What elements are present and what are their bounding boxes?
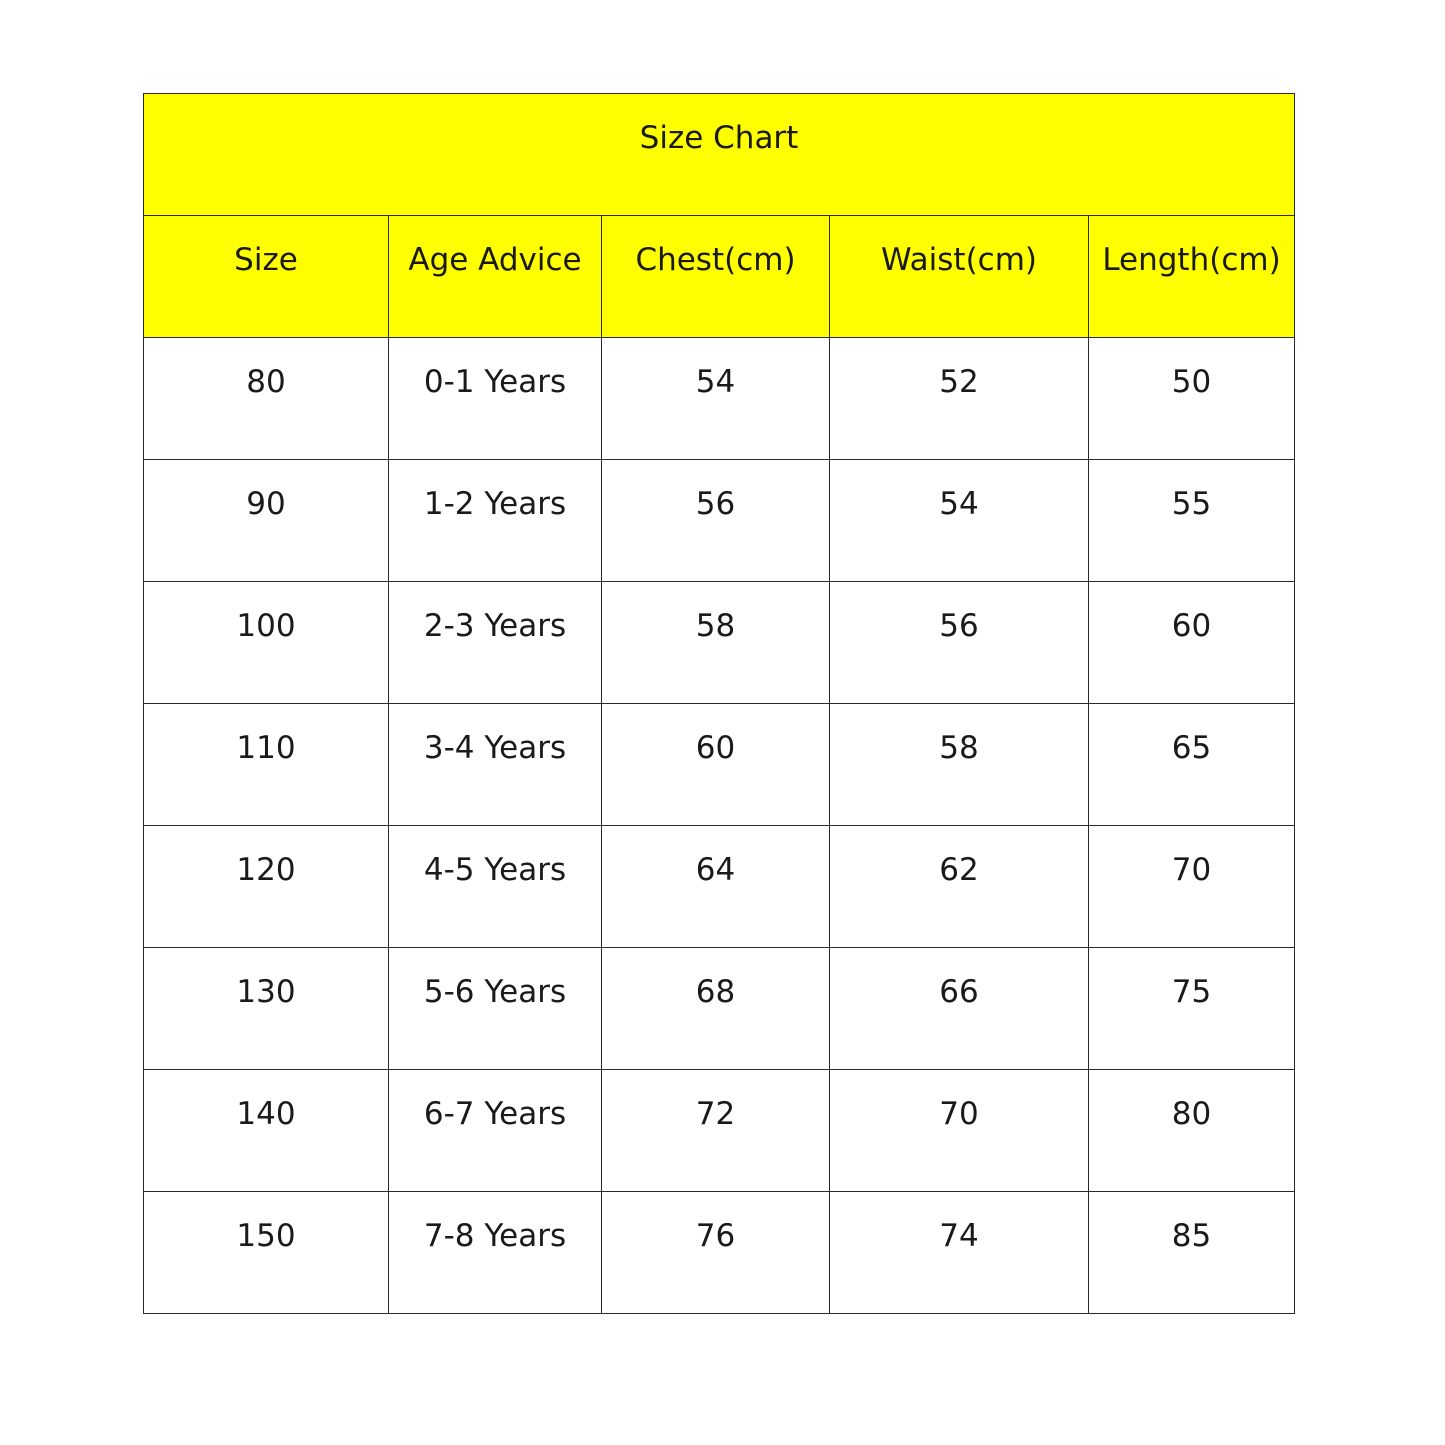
chest-cell — [602, 704, 830, 826]
length-cell — [1089, 1070, 1295, 1192]
cell-value: 56 — [939, 608, 979, 644]
chest-cell — [602, 1192, 830, 1314]
cell-value: 66 — [939, 974, 979, 1010]
length-cell — [1089, 948, 1295, 1070]
length-cell — [1089, 826, 1295, 948]
cell-value: 55 — [1171, 486, 1212, 522]
table-row — [144, 1070, 1295, 1192]
age-cell — [389, 1070, 602, 1192]
size-cell — [144, 704, 389, 826]
table-row — [144, 582, 1295, 704]
table-row — [144, 948, 1295, 1070]
chest-cell — [602, 582, 830, 704]
cell-value: 65 — [1171, 730, 1212, 766]
age-cell — [389, 460, 602, 582]
length-cell — [1089, 460, 1295, 582]
age-cell — [389, 826, 602, 948]
waist-cell — [830, 1192, 1089, 1314]
size-cell — [144, 948, 389, 1070]
waist-cell — [830, 704, 1089, 826]
cell-value: 85 — [1171, 1218, 1212, 1254]
column-header-length — [1089, 216, 1295, 338]
cell-value: 3-4 Years — [423, 730, 567, 766]
cell-value: 130 — [236, 974, 296, 1010]
column-header-chest — [602, 216, 830, 338]
size-chart-table — [143, 93, 1295, 1314]
length-cell — [1089, 704, 1295, 826]
size-cell — [144, 460, 389, 582]
table-row — [144, 826, 1295, 948]
age-cell — [389, 704, 602, 826]
cell-value: 0-1 Years — [423, 364, 567, 400]
cell-value: 54 — [695, 364, 736, 400]
cell-value: 74 — [939, 1218, 979, 1254]
size-cell — [144, 1070, 389, 1192]
cell-value: 52 — [939, 364, 979, 400]
length-cell — [1089, 338, 1295, 460]
waist-cell — [830, 338, 1089, 460]
title-row — [144, 94, 1295, 216]
table-title — [144, 94, 1295, 216]
waist-cell — [830, 1070, 1089, 1192]
cell-value: 6-7 Years — [423, 1096, 567, 1132]
chest-cell — [602, 460, 830, 582]
waist-cell — [830, 948, 1089, 1070]
cell-value: 72 — [695, 1096, 736, 1132]
size-cell — [144, 826, 389, 948]
cell-value: 70 — [939, 1096, 979, 1132]
age-cell — [389, 582, 602, 704]
table-row — [144, 460, 1295, 582]
table-row — [144, 1192, 1295, 1314]
age-cell — [389, 338, 602, 460]
chest-cell — [602, 948, 830, 1070]
cell-value: 120 — [236, 852, 296, 888]
header-row — [144, 216, 1295, 338]
waist-cell — [830, 826, 1089, 948]
chest-cell — [602, 1070, 830, 1192]
cell-value: 70 — [1171, 852, 1212, 888]
column-header-waist — [830, 216, 1089, 338]
column-header-label: Age Advice — [408, 242, 582, 278]
cell-value: 90 — [246, 486, 286, 522]
cell-value: 68 — [695, 974, 736, 1010]
cell-value: 75 — [1171, 974, 1212, 1010]
cell-value: 58 — [695, 608, 736, 644]
cell-value: 60 — [1171, 608, 1212, 644]
cell-value: 4-5 Years — [423, 852, 567, 888]
cell-value: 56 — [695, 486, 736, 522]
cell-value: 58 — [939, 730, 979, 766]
table-row — [144, 704, 1295, 826]
chest-cell — [602, 338, 830, 460]
length-cell — [1089, 582, 1295, 704]
cell-value: 140 — [236, 1096, 296, 1132]
age-cell — [389, 948, 602, 1070]
cell-value: 80 — [1171, 1096, 1212, 1132]
size-cell — [144, 1192, 389, 1314]
table-title-text: Size Chart — [639, 120, 799, 156]
waist-cell — [830, 460, 1089, 582]
cell-value: 2-3 Years — [423, 608, 567, 644]
cell-value: 80 — [246, 364, 286, 400]
column-header-label: Waist(cm) — [880, 242, 1037, 278]
column-header-label: Length(cm) — [1102, 242, 1281, 278]
chest-cell — [602, 826, 830, 948]
column-header-age-advice — [389, 216, 602, 338]
column-header-size — [144, 216, 389, 338]
cell-value: 54 — [939, 486, 979, 522]
cell-value: 100 — [236, 608, 296, 644]
cell-value: 5-6 Years — [423, 974, 567, 1010]
cell-value: 64 — [695, 852, 736, 888]
table-row — [144, 338, 1295, 460]
cell-value: 7-8 Years — [423, 1218, 567, 1254]
cell-value: 76 — [695, 1218, 736, 1254]
column-header-label: Size — [234, 242, 298, 278]
cell-value: 62 — [939, 852, 979, 888]
column-header-label: Chest(cm) — [635, 242, 796, 278]
cell-value: 1-2 Years — [423, 486, 567, 522]
cell-value: 110 — [236, 730, 296, 766]
waist-cell — [830, 582, 1089, 704]
size-cell — [144, 582, 389, 704]
cell-value: 50 — [1171, 364, 1212, 400]
age-cell — [389, 1192, 602, 1314]
size-cell — [144, 338, 389, 460]
cell-value: 150 — [236, 1218, 296, 1254]
length-cell — [1089, 1192, 1295, 1314]
cell-value: 60 — [695, 730, 736, 766]
